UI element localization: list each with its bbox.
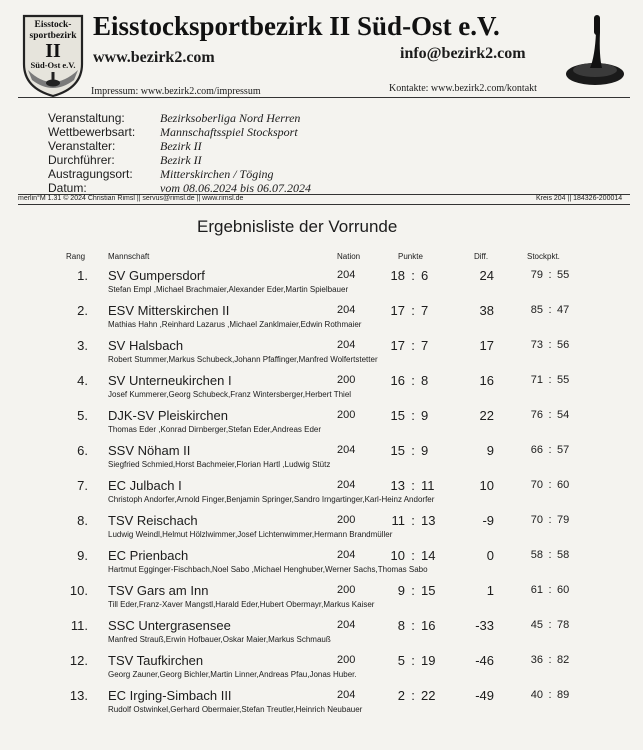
svg-text:Süd-Ost e.V.: Süd-Ost e.V. — [30, 60, 76, 70]
points-won: 17 — [390, 338, 405, 353]
kreis-code: Kreis 204 || 184326-200014 — [536, 195, 623, 202]
rank: 6. — [77, 443, 88, 458]
stock-won: 73 — [530, 339, 543, 351]
points — [385, 548, 441, 563]
stock-points — [526, 374, 574, 386]
stock-points — [526, 304, 574, 316]
team-name: SV Halsbach — [108, 338, 184, 353]
stock-separator: : — [548, 479, 552, 491]
info-label: Veranstaltung: — [48, 111, 125, 125]
stock-lost: 55 — [557, 374, 570, 386]
stock-lost: 47 — [557, 304, 570, 316]
stock-points — [526, 479, 574, 491]
stock-points — [526, 654, 574, 666]
points — [385, 513, 441, 528]
players: Ludwig Weindl,Helmut Hölzlwimmer,Josef Lichtenwimmer,Hermann Brandmüller — [108, 530, 393, 539]
diff: 24 — [479, 268, 494, 283]
points-separator: : — [411, 478, 415, 493]
diff: 38 — [479, 303, 494, 318]
rank: 1. — [77, 268, 88, 283]
nation: 204 — [337, 689, 356, 701]
points-lost: 8 — [421, 373, 429, 388]
points-won: 15 — [390, 443, 405, 458]
stock-lost: 56 — [557, 339, 570, 351]
stock-separator: : — [548, 339, 552, 351]
team-name: DJK-SV Pleiskirchen — [108, 408, 228, 423]
players: Manfred Strauß,Erwin Hofbauer,Oskar Maier,Markus Schmauß — [108, 635, 331, 644]
points-won: 11 — [391, 513, 405, 528]
stock-won: 58 — [530, 549, 543, 561]
points-lost: 9 — [421, 443, 429, 458]
stock-lost: 78 — [557, 619, 570, 631]
points-separator: : — [411, 268, 415, 283]
col-punkte: Punkte — [398, 252, 423, 261]
team-name: EC Irging-Simbach III — [108, 688, 232, 703]
points-lost: 14 — [421, 548, 436, 563]
nation: 204 — [337, 619, 356, 631]
col-mannschaft: Mannschaft — [108, 252, 150, 261]
points — [385, 338, 441, 353]
nation: 200 — [337, 514, 356, 526]
stock-won: 66 — [530, 444, 543, 456]
points — [385, 268, 441, 283]
team-name: TSV Reischach — [108, 513, 198, 528]
points-won: 17 — [390, 303, 405, 318]
points-separator: : — [411, 408, 415, 423]
stock-won: 76 — [530, 409, 543, 421]
points-separator: : — [411, 303, 415, 318]
stock-separator: : — [548, 269, 552, 281]
points-lost: 16 — [421, 618, 436, 633]
svg-text:II: II — [45, 40, 61, 62]
stock-points — [526, 584, 574, 596]
diff: -33 — [475, 618, 494, 633]
stock-separator: : — [548, 304, 552, 316]
email-link[interactable]: info@bezirk2.com — [400, 45, 526, 62]
team-name: SV Unterneukirchen I — [108, 373, 232, 388]
impressum-link[interactable]: Impressum: www.bezirk2.com/impressum — [91, 86, 261, 97]
players: Robert Stummer,Markus Schubeck,Johann Pfaffinger,Manfred Wolfertstetter — [108, 355, 378, 364]
team-name: SSV Nöham II — [108, 443, 191, 458]
points-separator: : — [411, 513, 415, 528]
points-lost: 15 — [421, 583, 436, 598]
players: Stefan Empl ,Michael Brachmaier,Alexander Eder,Martin Spielbauer — [108, 285, 349, 294]
credits-divider — [18, 204, 630, 205]
rank: 4. — [77, 373, 88, 388]
stock-separator: : — [548, 374, 552, 386]
stock-won: 71 — [530, 374, 543, 386]
col-rang: Rang — [66, 252, 86, 261]
rank: 10. — [69, 583, 88, 598]
svg-text:Eisstock-: Eisstock- — [34, 20, 72, 30]
stock-lost: 58 — [557, 549, 570, 561]
diff: 17 — [479, 338, 494, 353]
diff: 10 — [479, 478, 494, 493]
points-won: 2 — [397, 688, 405, 703]
info-value: vom 08.06.2024 bis 06.07.2024 — [160, 181, 311, 195]
stock-separator: : — [548, 444, 552, 456]
points-won: 10 — [390, 548, 405, 563]
team-name: TSV Gars am Inn — [108, 583, 209, 598]
rank: 2. — [77, 303, 88, 318]
info-label: Veranstalter: — [48, 139, 116, 153]
rank: 9. — [77, 548, 88, 563]
points-won: 9 — [397, 583, 405, 598]
stock-won: 36 — [530, 654, 543, 666]
stock-separator: : — [548, 689, 552, 701]
col-nation: Nation — [337, 252, 361, 261]
info-value: Mitterskirchen / Töging — [160, 167, 274, 181]
points-lost: 13 — [421, 513, 436, 528]
stock-lost: 79 — [557, 514, 570, 526]
points — [385, 408, 441, 423]
team-name: TSV Taufkirchen — [108, 653, 204, 668]
players: Till Eder,Franz-Xaver Mangstl,Harald Eder,Hubert Obermayr,Markus Kaiser — [108, 600, 375, 609]
points-separator: : — [411, 583, 415, 598]
players: Josef Kummerer,Georg Schubeck,Franz Wintersberger,Herbert Thiel — [108, 390, 352, 399]
stock-points — [526, 269, 574, 281]
points-lost: 9 — [421, 408, 429, 423]
stock-won: 40 — [530, 689, 543, 701]
players: Rudolf Ostwinkel,Gerhard Obermaier,Stefan Treutler,Heinrich Neubauer — [108, 705, 363, 714]
rank: 11. — [70, 618, 88, 633]
points-separator: : — [411, 548, 415, 563]
nation: 204 — [337, 269, 356, 281]
col-stockpunkte: Stockpkt. — [527, 252, 560, 261]
col-diff: Diff. — [474, 252, 489, 261]
diff: 9 — [486, 443, 494, 458]
nation: 204 — [337, 549, 356, 561]
stock-won: 70 — [530, 514, 543, 526]
points-lost: 6 — [421, 268, 429, 283]
stock-won: 61 — [530, 584, 543, 596]
stock-lost: 82 — [557, 654, 570, 666]
stock-lost: 57 — [557, 444, 570, 456]
team-name: EC Prienbach — [108, 548, 189, 563]
points-separator: : — [411, 373, 415, 388]
stock-won: 79 — [530, 269, 543, 281]
nation: 200 — [337, 409, 356, 421]
points-separator: : — [411, 653, 415, 668]
stock-points — [526, 619, 574, 631]
points-separator: : — [411, 443, 415, 458]
points-lost: 11 — [421, 478, 435, 493]
points — [385, 688, 441, 703]
diff: 0 — [486, 548, 494, 563]
team-name: SSC Untergrasensee — [108, 618, 231, 633]
players: Mathias Hahn ,Reinhard Lazarus ,Michael Zanklmaier,Edwin Rothmaier — [108, 320, 362, 329]
diff: 1 — [486, 583, 494, 598]
points-won: 5 — [397, 653, 405, 668]
stock-points — [526, 409, 574, 421]
rank: 12. — [69, 653, 88, 668]
nation: 204 — [337, 304, 356, 316]
points-lost: 22 — [421, 688, 436, 703]
team-name: EC Julbach I — [108, 478, 182, 493]
info-label: Durchführer: — [48, 153, 115, 167]
stock-lost: 89 — [557, 689, 570, 701]
nation: 200 — [337, 654, 356, 666]
stock-won: 45 — [530, 619, 543, 631]
diff: -46 — [475, 653, 494, 668]
header-divider — [18, 97, 630, 98]
points-won: 18 — [390, 268, 405, 283]
info-value: Bezirk II — [160, 153, 202, 167]
info-label: Wettbewerbsart: — [48, 125, 136, 139]
nation: 204 — [337, 479, 356, 491]
rank: 7. — [77, 478, 88, 493]
players: Christoph Andorfer,Arnold Finger,Benjamin Springer,Sandro Irngartinger,Karl-Heinz Andorfer — [108, 495, 435, 504]
points — [385, 653, 441, 668]
stock-lost: 60 — [557, 479, 570, 491]
stock-points — [526, 689, 574, 701]
info-value: Mannschaftsspiel Stocksport — [160, 125, 298, 139]
info-value: Bezirk II — [160, 139, 202, 153]
points-lost: 19 — [421, 653, 436, 668]
rank: 3. — [77, 338, 88, 353]
points — [385, 478, 441, 493]
stock-points — [526, 514, 574, 526]
stock-separator: : — [548, 654, 552, 666]
players: Siegfried Schmied,Horst Bachmeier,Florian Hartl ,Ludwig Stütz — [108, 460, 331, 469]
players: Hartmut Egginger-Fischbach,Noel Sabo ,Michael Henghuber,Werner Sachs,Thomas Sabo — [108, 565, 428, 574]
stock-separator: : — [548, 619, 552, 631]
points-lost: 7 — [421, 338, 429, 353]
info-label: Austragungsort: — [48, 167, 133, 181]
points-separator: : — [411, 688, 415, 703]
points-won: 16 — [390, 373, 405, 388]
nation: 200 — [337, 374, 356, 386]
stock-separator: : — [548, 584, 552, 596]
org-title: Eisstocksportbezirk II Süd-Ost e.V. — [93, 11, 500, 41]
info-label: Datum: — [48, 181, 87, 195]
kontakt-link[interactable]: Kontakte: www.bezirk2.com/kontakt — [389, 83, 537, 94]
players: Thomas Eder ,Konrad Dirnberger,Stefan Eder,Andreas Eder — [108, 425, 322, 434]
players: Georg Zauner,Georg Bichler,Martin Linner,Andreas Pfau,Jonas Huber. — [108, 670, 357, 679]
diff: 16 — [479, 373, 494, 388]
stock-points — [526, 339, 574, 351]
points — [385, 618, 441, 633]
rank: 13. — [69, 688, 88, 703]
diff: 22 — [479, 408, 494, 423]
points-won: 8 — [397, 618, 405, 633]
info-value: Bezirksoberliga Nord Herren — [160, 111, 301, 125]
points-won: 15 — [390, 408, 405, 423]
svg-text:sportbezirk: sportbezirk — [29, 31, 77, 41]
points-won: 13 — [390, 478, 405, 493]
rank: 5. — [77, 408, 88, 423]
points — [385, 303, 441, 318]
stock-separator: : — [548, 409, 552, 421]
stock-lost: 54 — [557, 409, 570, 421]
stock-lost: 60 — [557, 584, 570, 596]
stock-won: 85 — [530, 304, 543, 316]
rank: 8. — [77, 513, 88, 528]
eisstock-icon — [563, 12, 627, 90]
stock-separator: : — [548, 514, 552, 526]
nation: 200 — [337, 584, 356, 596]
points-lost: 7 — [421, 303, 429, 318]
stock-points — [526, 549, 574, 561]
diff: -49 — [475, 688, 494, 703]
nation: 204 — [337, 339, 356, 351]
points — [385, 443, 441, 458]
software-credits: merlin°M 1.31 © 2024 Christian Rimsl || servus@rimsl.de || www.rimsl.de — [18, 195, 244, 202]
points-separator: : — [411, 618, 415, 633]
bezirk-logo — [22, 14, 84, 98]
website-link[interactable]: www.bezirk2.com — [93, 49, 215, 66]
stock-separator: : — [548, 549, 552, 561]
nation: 204 — [337, 444, 356, 456]
points — [385, 373, 441, 388]
points — [385, 583, 441, 598]
stock-points — [526, 444, 574, 456]
points-separator: : — [411, 338, 415, 353]
stock-won: 70 — [530, 479, 543, 491]
team-name: SV Gumpersdorf — [108, 268, 205, 283]
diff: -9 — [482, 513, 494, 528]
stock-lost: 55 — [557, 269, 570, 281]
page-title: Ergebnisliste der Vorrunde — [197, 217, 398, 236]
team-name: ESV Mitterskirchen II — [108, 303, 230, 318]
